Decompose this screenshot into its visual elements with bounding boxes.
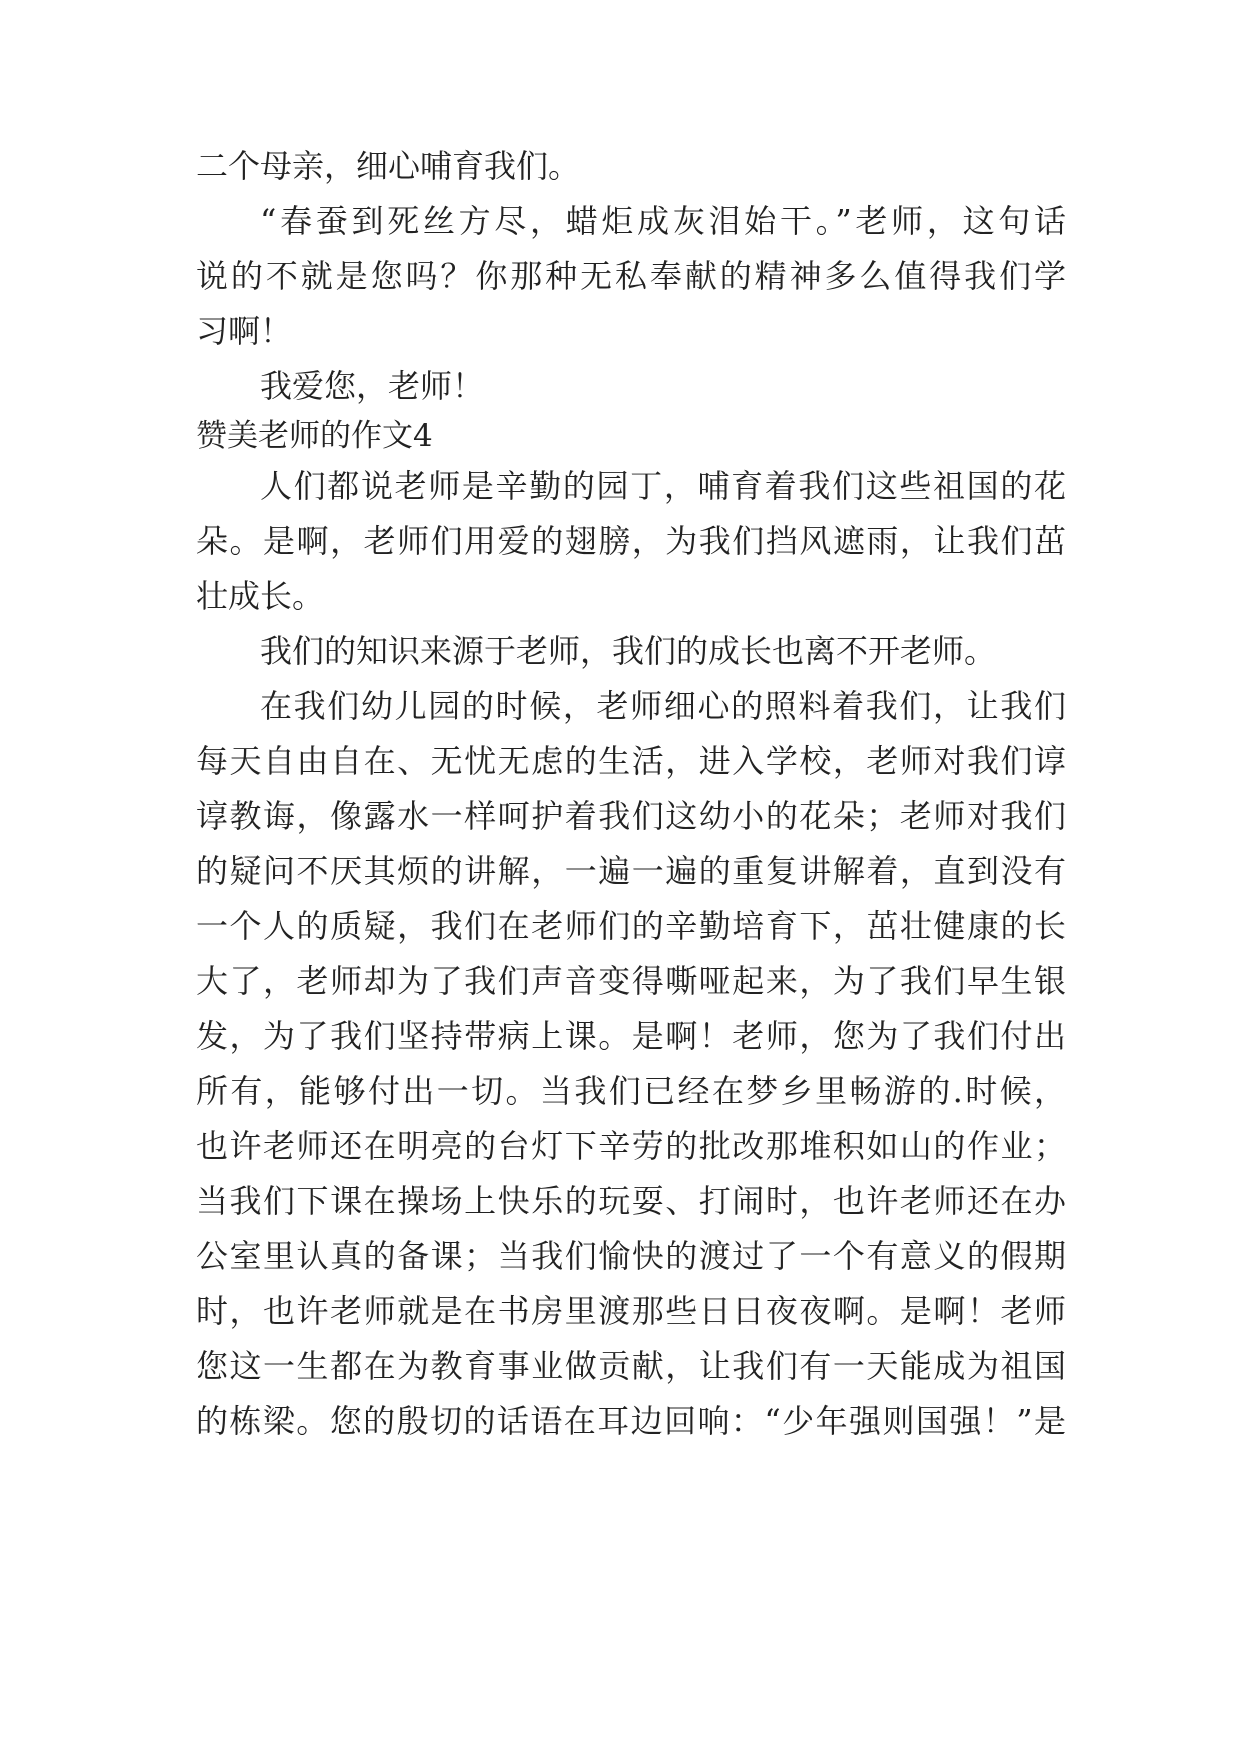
paragraph-line: 谆教诲，像露水一样呵护着我们这幼小的花朵；老师对我们 (196, 797, 1066, 835)
paragraph-line: 公室里认真的备课；当我们愉快的渡过了一个有意义的假期 (196, 1237, 1066, 1275)
paragraph-line: 的栋梁。您的殷切的话语在耳边回响：“少年强则国强！”是 (196, 1402, 1066, 1440)
paragraph-line: 一个人的质疑，我们在老师们的辛勤培育下，茁壮健康的长 (196, 907, 1066, 945)
paragraph-line: 习啊！ (196, 312, 293, 350)
paragraph-line: 说的不就是您吗？你那种无私奉献的精神多么值得我们学 (196, 257, 1066, 295)
paragraph-line: 我们的知识来源于老师，我们的成长也离不开老师。 (260, 632, 997, 670)
paragraph-line: 大了，老师却为了我们声音变得嘶哑起来，为了我们早生银 (196, 962, 1066, 1000)
paragraph-line: 的疑问不厌其烦的讲解，一遍一遍的重复讲解着，直到没有 (196, 852, 1066, 890)
paragraph-line: 也许老师还在明亮的台灯下辛劳的批改那堆积如山的作业； (196, 1127, 1066, 1165)
paragraph-line: 我爱您，老师！ (260, 367, 485, 405)
paragraph-line: 发，为了我们坚持带病上课。是啊！老师，您为了我们付出 (196, 1017, 1066, 1055)
paragraph-line: 朵。是啊，老师们用爱的翅膀，为我们挡风遮雨，让我们茁 (196, 522, 1066, 560)
paragraph-line: 时，也许老师就是在书房里渡那些日日夜夜啊。是啊！老师 (196, 1292, 1066, 1330)
paragraph-line: 在我们幼儿园的时候，老师细心的照料着我们，让我们 (260, 687, 1066, 725)
section-heading: 赞美老师的作文4 (196, 418, 433, 454)
paragraph-line: 二个母亲，细心哺育我们。 (196, 147, 581, 185)
paragraph-line: “春蚕到死丝方尽，蜡炬成灰泪始干。”老师，这句话 (260, 202, 1066, 240)
paragraph-line: 人们都说老师是辛勤的园丁，哺育着我们这些祖国的花 (260, 467, 1066, 505)
paragraph-line: 每天自由自在、无忧无虑的生活，进入学校，老师对我们谆 (196, 742, 1066, 780)
paragraph-line: 所有，能够付出一切。当我们已经在梦乡里畅游的.时候， (196, 1072, 1066, 1110)
paragraph-line: 您这一生都在为教育事业做贡献，让我们有一天能成为祖国 (196, 1347, 1066, 1385)
paragraph-line: 壮成长。 (196, 577, 325, 615)
paragraph-line: 当我们下课在操场上快乐的玩耍、打闹时，也许老师还在办 (196, 1182, 1066, 1220)
